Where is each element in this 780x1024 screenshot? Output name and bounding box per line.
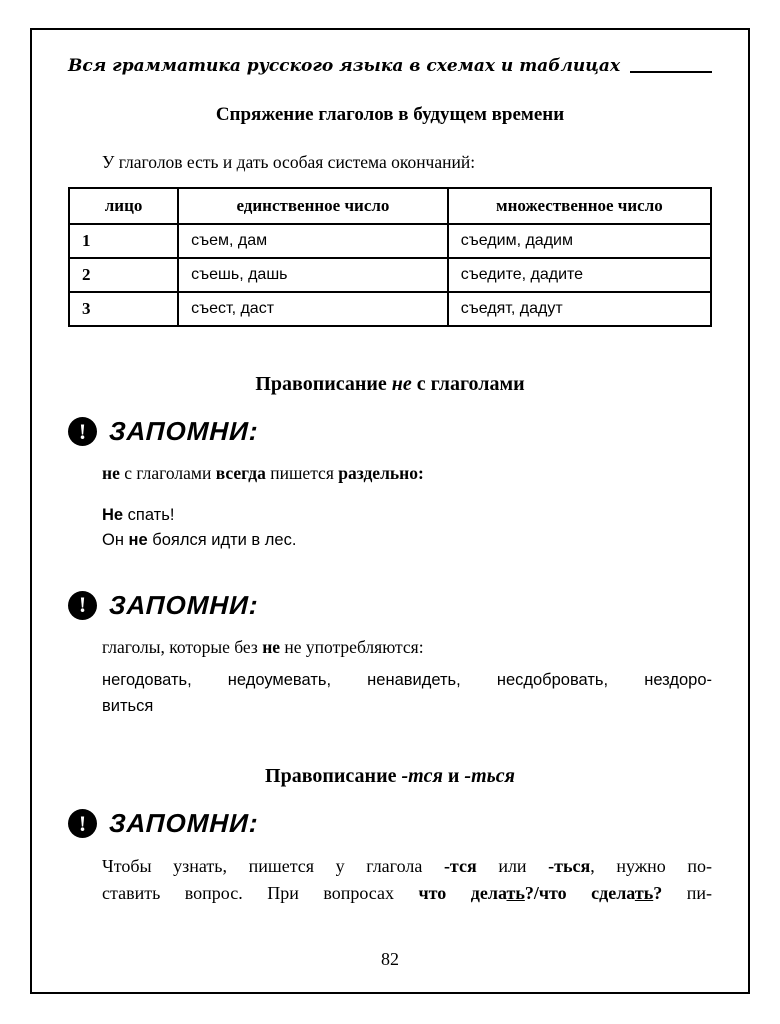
exclamation-icon: !	[68, 809, 97, 838]
paragraph-line: Чтобы узнать, пишется у глагола -тся или -ться, нужно по-	[102, 856, 713, 877]
table-row	[69, 258, 711, 292]
table-cell-person: 1	[69, 224, 178, 258]
zapomni-callout-2	[68, 590, 712, 621]
zapomni-label: ЗАПОМНИ:	[108, 589, 260, 620]
section-title-ne-verbs: Правописание не с глаголами	[255, 373, 525, 396]
ne-rule2-text: глаголы, которые без не не употребляются:	[102, 636, 424, 657]
table-cell-singular: съест, даст	[178, 292, 448, 326]
table-header-person: лицо	[69, 188, 178, 224]
example-line: Не спать!	[102, 505, 175, 524]
zapomni-label: ЗАПОМНИ:	[108, 808, 260, 839]
header-rule-line	[630, 71, 712, 73]
tsya-rule-paragraph	[102, 853, 712, 907]
table-header-row	[69, 188, 711, 224]
table-cell-plural: съедите, дадите	[448, 258, 711, 292]
paragraph-line: ставить вопрос. При вопросах что делать?/что сделать? пи-	[102, 883, 712, 904]
table-cell-singular: съем, дам	[178, 224, 448, 258]
example-line: виться	[102, 696, 154, 715]
page-border-frame	[30, 28, 750, 994]
exclamation-icon: !	[68, 417, 97, 446]
zapomni-label: ЗАПОМНИ:	[108, 416, 260, 447]
table-header-plural: множественное число	[448, 188, 711, 224]
conjugation-table	[68, 187, 712, 327]
section-title-future-tense: Спряжение глаголов в будущем времени	[215, 104, 565, 125]
table-cell-singular: съешь, дашь	[178, 258, 448, 292]
example-line: Он не боялся идти в лес.	[102, 531, 297, 550]
section-title-tsya: Правописание -тся и -ться	[265, 765, 515, 788]
zapomni-callout-1	[68, 416, 712, 447]
table-cell-person: 2	[69, 258, 178, 292]
ne-exception-verbs	[102, 668, 712, 719]
table-header-singular: единственное число	[178, 188, 448, 224]
running-header	[68, 56, 712, 76]
exclamation-icon: !	[68, 591, 97, 620]
book-title-script: Вся грамматика русского языка в схемах и таблицах	[68, 56, 621, 76]
zapomni-callout-3	[68, 808, 712, 839]
ne-rule-text: не с глаголами всегда пишется раздельно:	[102, 463, 424, 484]
ne-examples	[102, 503, 712, 554]
table-cell-person: 3	[69, 292, 178, 326]
table-cell-plural: съедим, дадим	[448, 224, 711, 258]
table-row	[69, 224, 711, 258]
page-number: 82	[381, 949, 399, 969]
intro-paragraph: У глаголов есть и дать особая система окончаний:	[102, 152, 476, 172]
table-cell-plural: съедят, дадут	[448, 292, 711, 326]
example-line: негодовать, недоумевать, ненавидеть, несдобровать, нездоро-	[102, 671, 712, 690]
table-row	[69, 292, 711, 326]
